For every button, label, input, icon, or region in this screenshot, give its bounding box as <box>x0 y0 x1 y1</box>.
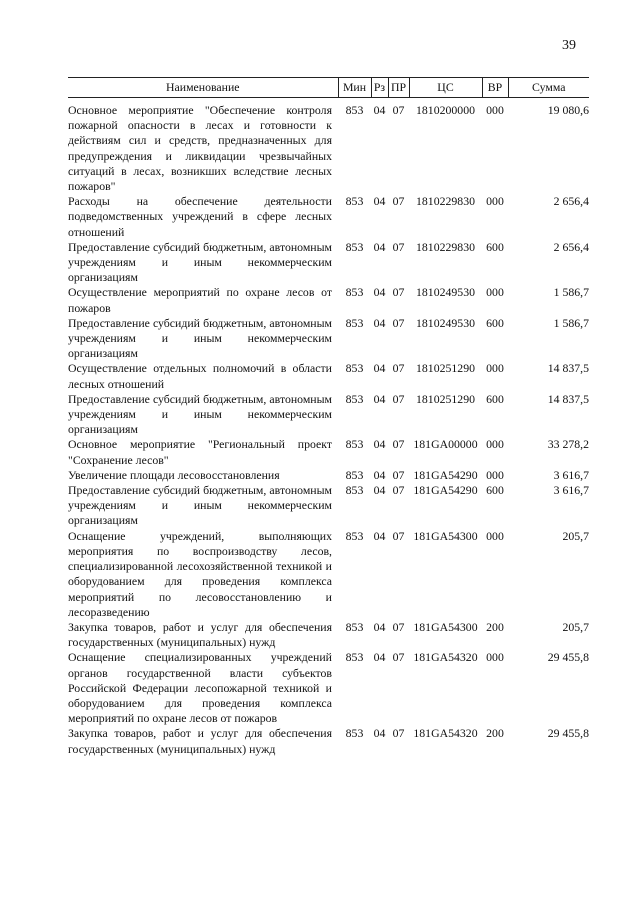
cell-name: Предоставление субсидий бюджетным, автономным учреждениям и иным некоммерческим организациям <box>68 315 332 361</box>
cell-rz: 04 <box>373 285 386 300</box>
cell-rz: 04 <box>373 194 386 209</box>
cell-sum: 1 586,7 <box>553 315 589 330</box>
table-row <box>68 468 589 483</box>
cell-cs: 1810251290 <box>416 391 475 406</box>
table-row <box>68 529 589 620</box>
cell-sum: 205,7 <box>562 619 589 634</box>
cell-pr: 07 <box>392 391 405 406</box>
cell-pr: 07 <box>392 361 405 376</box>
cell-pr: 07 <box>392 239 405 254</box>
cell-vr: 600 <box>486 483 504 498</box>
cell-name: Закупка товаров, работ и услуг для обеспечения государственных (муниципальных) нужд <box>68 726 332 756</box>
header-sum: Сумма <box>508 78 589 98</box>
cell-pr: 07 <box>392 483 405 498</box>
cell-min: 853 <box>345 361 364 376</box>
cell-name: Основное мероприятие "Обеспечение контроля пожарной опасности в лесах и готовности к действиям сил и средств, предназначенных для предупреждения и ликвидации чрезвычайных ситуаций в лесах, возникших вследствие лесных пожаров" <box>68 103 332 194</box>
header-name: Наименование <box>68 78 338 98</box>
cell-vr: 000 <box>486 103 504 117</box>
cell-rz: 04 <box>373 315 386 330</box>
cell-vr: 600 <box>486 239 504 254</box>
table-row <box>68 240 589 286</box>
cell-pr: 07 <box>392 467 405 482</box>
table-header-row <box>68 78 589 98</box>
cell-rz: 04 <box>373 467 386 482</box>
table-row <box>68 285 589 315</box>
cell-vr: 000 <box>486 437 504 452</box>
cell-rz: 04 <box>373 726 386 741</box>
cell-cs: 1810251290 <box>416 361 475 376</box>
cell-min: 853 <box>345 437 364 452</box>
cell-pr: 07 <box>392 528 405 543</box>
cell-cs: 181GA54320 <box>413 650 478 665</box>
cell-name: Оснащение учреждений, выполняющих мероприятия по воспроизводству лесов, специализированной лесохозяйственной техникой и оборудованием для проведения комплекса мероприятий по лесовосстановлению и лесоразведению <box>68 528 332 619</box>
table-row <box>68 361 589 391</box>
cell-vr: 600 <box>486 391 504 406</box>
cell-name: Осуществление мероприятий по охране лесов от пожаров <box>68 285 332 315</box>
cell-min: 853 <box>345 528 364 543</box>
cell-pr: 07 <box>392 619 405 634</box>
cell-min: 853 <box>345 239 364 254</box>
cell-min: 853 <box>345 650 364 665</box>
cell-rz: 04 <box>373 239 386 254</box>
cell-vr: 000 <box>486 528 504 543</box>
cell-pr: 07 <box>392 650 405 665</box>
cell-pr: 07 <box>392 103 405 117</box>
table-row <box>68 392 589 438</box>
cell-rz: 04 <box>373 437 386 452</box>
cell-sum: 3 616,7 <box>553 483 589 498</box>
cell-pr: 07 <box>392 315 405 330</box>
cell-pr: 07 <box>392 194 405 209</box>
cell-sum: 29 455,8 <box>547 726 589 741</box>
cell-vr: 600 <box>486 315 504 330</box>
cell-rz: 04 <box>373 103 386 117</box>
cell-vr: 000 <box>486 194 504 209</box>
cell-name: Закупка товаров, работ и услуг для обеспечения государственных (муниципальных) нужд <box>68 619 332 650</box>
cell-sum: 205,7 <box>562 528 589 543</box>
cell-sum: 3 616,7 <box>553 467 589 482</box>
header-cs: ЦС <box>409 78 482 98</box>
cell-min: 853 <box>345 194 364 209</box>
cell-name: Оснащение специализированных учреждений органов государственной власти субъектов Российской Федерации лесопожарной техникой и оборудованием для проведения комплекса мероприятий по охране лесов от пожаров <box>68 650 332 726</box>
cell-name: Предоставление субсидий бюджетным, автономным учреждениям и иным некоммерческим организациям <box>68 239 332 285</box>
cell-rz: 04 <box>373 650 386 665</box>
cell-rz: 04 <box>373 391 386 406</box>
header-min: Мин <box>338 78 371 98</box>
cell-pr: 07 <box>392 726 405 741</box>
cell-rz: 04 <box>373 528 386 543</box>
cell-cs: 181GA54320 <box>413 726 478 741</box>
cell-cs: 1810249530 <box>416 285 475 300</box>
cell-min: 853 <box>345 391 364 406</box>
cell-rz: 04 <box>373 619 386 634</box>
cell-vr: 000 <box>486 361 504 376</box>
cell-vr: 200 <box>486 726 504 741</box>
table-row <box>68 483 589 529</box>
cell-sum: 33 278,2 <box>547 437 589 452</box>
table-row <box>68 98 589 195</box>
cell-name: Осуществление отдельных полномочий в области лесных отношений <box>68 361 332 391</box>
cell-cs: 181GA54300 <box>413 619 478 634</box>
cell-name: Увеличение площади лесовосстановления <box>68 467 280 482</box>
cell-name: Основное мероприятие "Региональный проект "Сохранение лесов" <box>68 437 332 467</box>
cell-sum: 2 656,4 <box>553 194 589 209</box>
table-row <box>68 620 589 650</box>
cell-sum: 2 656,4 <box>553 239 589 254</box>
cell-pr: 07 <box>392 285 405 300</box>
cell-min: 853 <box>345 285 364 300</box>
table-row <box>68 437 589 467</box>
budget-table <box>68 77 589 757</box>
table-body <box>68 98 589 757</box>
cell-name: Расходы на обеспечение деятельности подведомственных учреждений в сфере лесных отношений <box>68 194 332 239</box>
cell-rz: 04 <box>373 361 386 376</box>
table-row <box>68 726 589 756</box>
cell-sum: 19 080,6 <box>547 103 589 117</box>
cell-vr: 000 <box>486 285 504 300</box>
cell-cs: 181GA00000 <box>413 437 478 452</box>
cell-min: 853 <box>345 467 364 482</box>
cell-cs: 1810229830 <box>416 239 475 254</box>
cell-cs: 181GA54290 <box>413 467 478 482</box>
cell-vr: 000 <box>486 467 504 482</box>
cell-cs: 181GA54300 <box>413 528 478 543</box>
cell-min: 853 <box>345 483 364 498</box>
table-row <box>68 194 589 240</box>
cell-pr: 07 <box>392 437 405 452</box>
cell-min: 853 <box>345 619 364 634</box>
cell-cs: 181GA54290 <box>413 483 478 498</box>
header-pr: ПР <box>388 78 409 98</box>
cell-min: 853 <box>345 315 364 330</box>
cell-sum: 14 837,5 <box>547 361 589 376</box>
header-vr: ВР <box>482 78 508 98</box>
table-row <box>68 316 589 362</box>
cell-vr: 200 <box>486 619 504 634</box>
cell-cs: 1810200000 <box>416 103 475 117</box>
cell-sum: 29 455,8 <box>547 650 589 665</box>
cell-cs: 1810249530 <box>416 315 475 330</box>
cell-rz: 04 <box>373 483 386 498</box>
header-rz: Рз <box>371 78 388 98</box>
cell-vr: 000 <box>486 650 504 665</box>
cell-sum: 1 586,7 <box>553 285 589 300</box>
table-row <box>68 650 589 726</box>
cell-name: Предоставление субсидий бюджетным, автономным учреждениям и иным некоммерческим организациям <box>68 483 332 528</box>
cell-sum: 14 837,5 <box>547 391 589 406</box>
cell-min: 853 <box>345 103 364 117</box>
page-number: 39 <box>562 38 576 53</box>
cell-cs: 1810229830 <box>416 194 475 209</box>
cell-min: 853 <box>345 726 364 741</box>
cell-name: Предоставление субсидий бюджетным, автономным учреждениям и иным некоммерческим организациям <box>68 391 332 437</box>
